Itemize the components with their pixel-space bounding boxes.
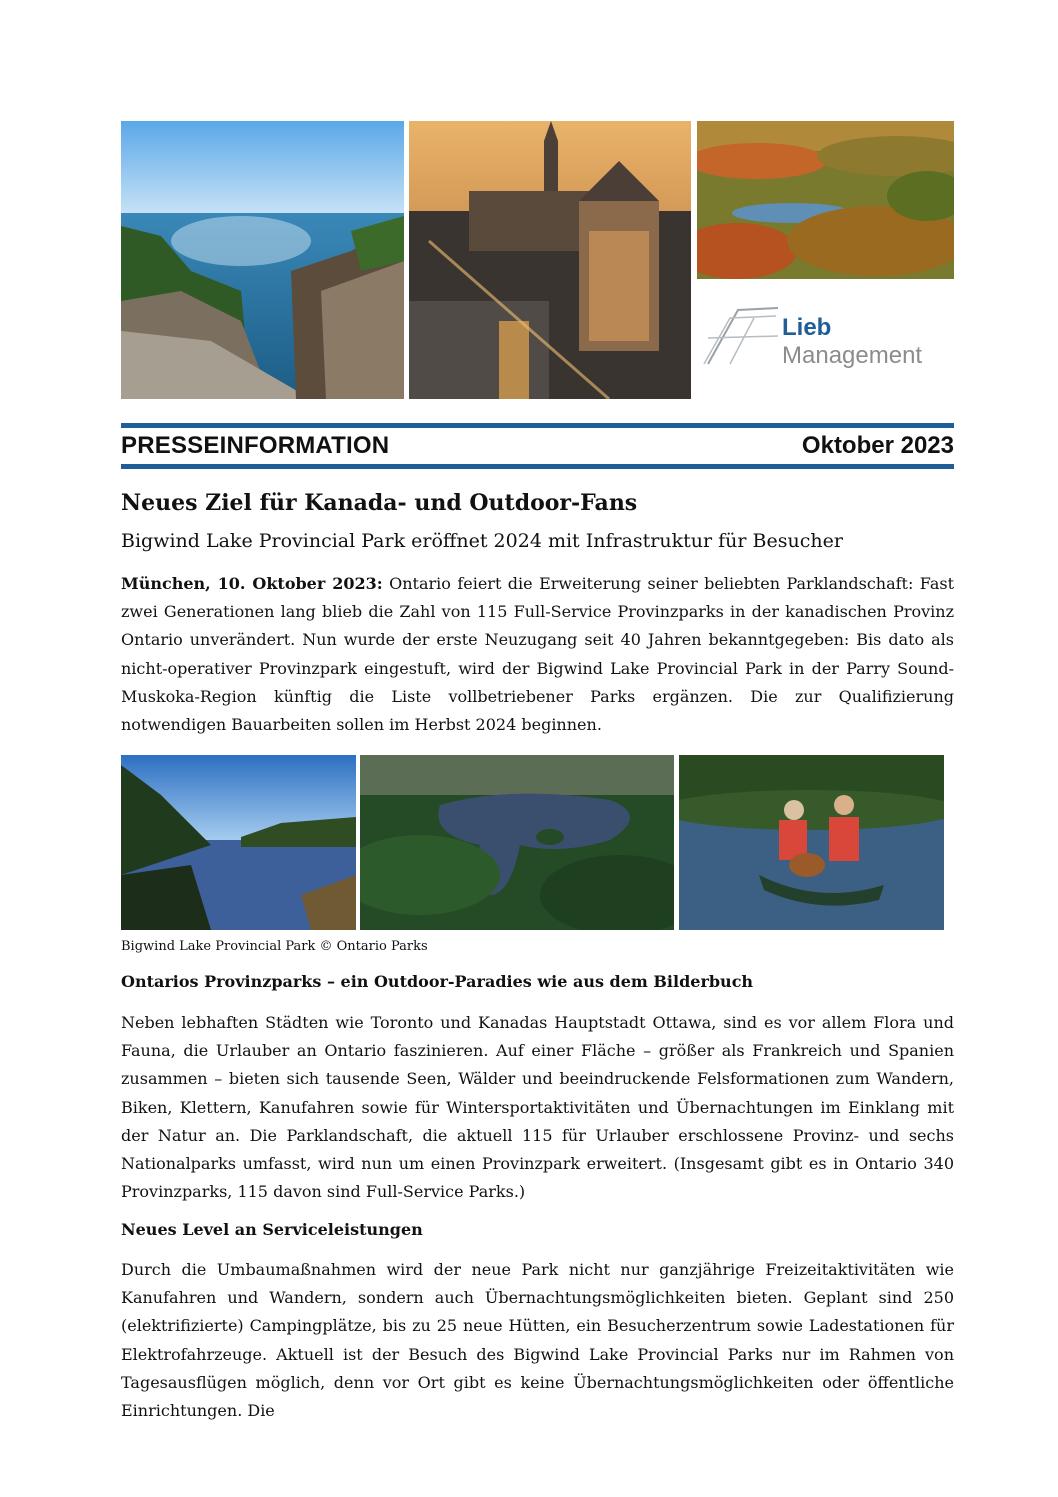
autumn-lake-photo	[697, 121, 954, 279]
header-rule-bottom	[121, 464, 954, 469]
article-title: Neues Ziel für Kanada- und Outdoor-Fans	[121, 490, 638, 516]
ottawa-parliament-photo	[409, 121, 691, 399]
intro-text: Ontario feiert die Erweiterung seiner beliebten Parklandschaft: Fast zwei Generationen lang blieb die Zahl von 115 Full-Service Provinzparks in der kanadischen Provinz Ontario unverändert. Nun wurde der erste Neuzugang seit 40 Jahren bekanntgegeben: Bis dato als nicht-operativer Provinzpark eingestuft, wird der Bigwind Lake Provincial Park in der Parry Sound-Muskoka-Region künftig die Liste vollbetriebener Parks ergänzen. Die zur Qualifizierung notwendigen Bauarbeiten sollen im Herbst 2024 beginnen.	[121, 574, 954, 735]
aerial-lake-photo	[360, 755, 674, 930]
section-heading-service: Neues Level an Serviceleistungen	[121, 1220, 423, 1239]
article-subtitle: Bigwind Lake Provincial Park eröffnet 2024 mit Infrastruktur für Besucher	[121, 530, 843, 552]
logo-word-management: Management	[782, 342, 923, 369]
canoe-photo	[679, 755, 944, 930]
intro-paragraph	[121, 570, 954, 739]
section-heading-provinzparks: Ontarios Provinzparks – ein Outdoor-Paradies wie aus dem Bilderbuch	[121, 972, 754, 991]
logo-word-lieb: Lieb	[782, 314, 832, 341]
intro-lead: München, 10. Oktober 2023:	[121, 574, 383, 593]
section-paragraph-service: Durch die Umbaumaßnahmen wird der neue Park nicht nur ganzjährige Freizeitaktivitäten wie Kanufahren und Wandern, sondern auch Übernachtungsmöglichkeiten bieten. Geplant sind 250 (elektrifizierte) Campingplätze, bis zu 25 neue Hütten, ein Besucherzentrum sowie Ladestationen für Elektrofahrzeuge. Aktuell ist der Besuch des Bigwind Lake Provincial Parks nur im Rahmen von Tagesausflügen möglich, denn vor Ort gibt es keine Übernachtungsmöglichkeiten oder öffentliche Einrichtungen. Die	[121, 1260, 954, 1421]
section-paragraph-provinzparks: Neben lebhaften Städten wie Toronto und Kanadas Hauptstadt Ottawa, sind es vor allem Flora und Fauna, die Urlauber an Ontario faszinieren. Auf einer Fläche – größer als Frankreich und Spanien zusammen – bieten sich tausende Seen, Wälder und beeindruckende Felsformationen zum Wandern, Biken, Klettern, Kanufahren sowie für Wintersportaktivitäten und Übernachtungen im Einklang mit der Natur an. Die Parklandschaft, die aktuell 115 für Urlauber erschlossene Provinz- und sechs Nationalparks umfasst, wird nun um einen Provinzpark erweitert. (Insgesamt gibt es in Ontario 340 Provinzparks, 115 davon sind Full-Service Parks.)	[121, 1013, 954, 1202]
header-rule-top	[121, 423, 954, 428]
press-date: Oktober 2023	[801, 432, 954, 459]
press-label: PRESSEINFORMATION	[121, 432, 390, 459]
photo-caption: Bigwind Lake Provincial Park © Ontario Parks	[121, 939, 428, 954]
coastal-cliffs-photo	[121, 121, 404, 399]
lieb-management-logo	[700, 298, 954, 378]
lake-reflection-photo	[121, 755, 356, 930]
